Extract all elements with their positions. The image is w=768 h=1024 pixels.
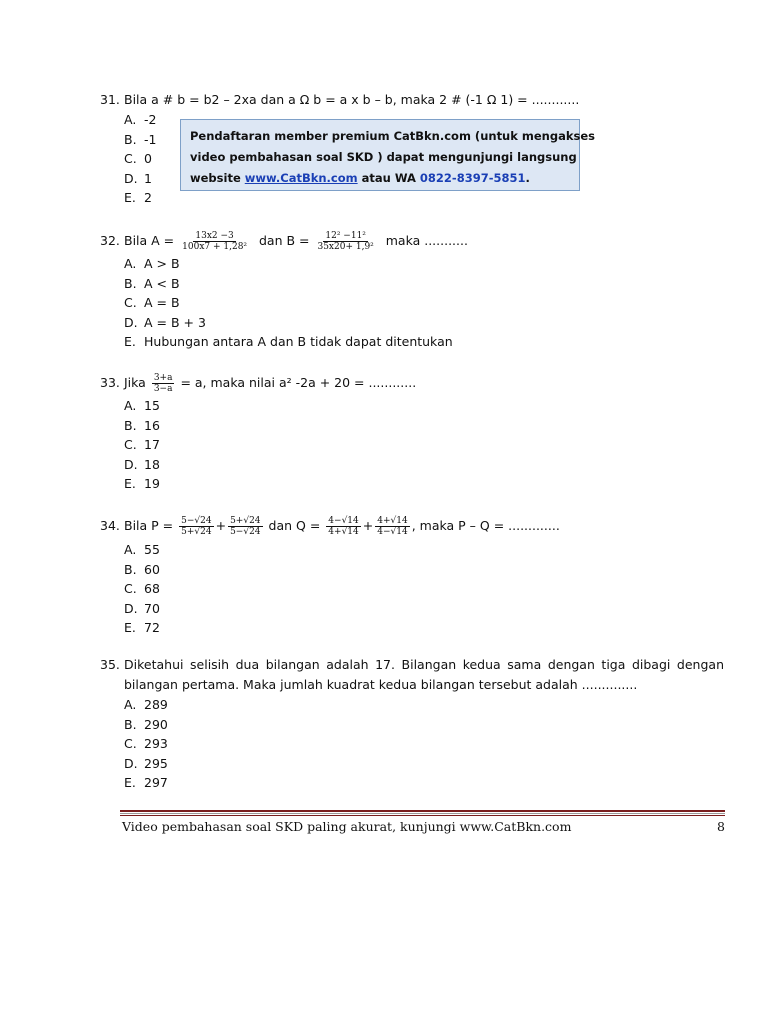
option-label: E. [124, 775, 136, 790]
question-stem [100, 655, 726, 695]
option-e [100, 332, 726, 352]
footer-rule-gray [120, 813, 725, 814]
option-value: 295 [144, 755, 168, 771]
notice-line [190, 126, 595, 147]
notice-line [190, 168, 571, 189]
option-b [100, 274, 726, 294]
option-c [100, 579, 726, 599]
option-label: D. [124, 170, 138, 186]
option-label: B. [124, 417, 137, 433]
text-part: = a, maka nilai a² -2a + 20 = ............ [180, 375, 417, 390]
plus-sign: + [362, 518, 374, 533]
option-label: A. [124, 256, 137, 271]
option-value: 289 [144, 697, 168, 712]
plus-sign: + [215, 518, 227, 533]
footer-rule-dark [120, 815, 725, 816]
question-number: 31. [100, 92, 120, 107]
option-d [100, 455, 726, 475]
option-c [100, 293, 726, 313]
notice-end: . [525, 171, 530, 185]
option-value: A = B [144, 295, 180, 310]
option-a [100, 695, 726, 715]
option-c [100, 734, 726, 754]
text-part: Jika [124, 375, 146, 390]
option-value: 18 [144, 456, 160, 472]
fraction-denominator: 4+√14 [328, 527, 359, 537]
fraction-4 [375, 516, 409, 537]
fraction-numerator: 5−√24 [181, 516, 212, 526]
option-value: 1 [144, 170, 152, 186]
fraction-numerator: 3+a [153, 373, 173, 383]
option-label: C. [124, 295, 137, 310]
option-value: -2 [144, 112, 157, 127]
text-part: dan B = [258, 233, 310, 248]
question-text [124, 370, 416, 396]
catbkn-link[interactable]: www.CatBkn.com [244, 171, 358, 185]
option-label: A. [124, 697, 137, 712]
question-number: 34. [100, 518, 120, 533]
option-label: A. [124, 542, 137, 557]
option-a [100, 254, 726, 274]
option-value: 17 [144, 437, 160, 452]
fraction-b [315, 231, 375, 252]
footer-text: Video pembahasan soal SKD paling akurat, kunjungi www.CatBkn.com [122, 819, 572, 834]
option-e [100, 618, 726, 638]
option-value: -1 [144, 131, 157, 147]
option-d [100, 313, 726, 333]
question-stem [100, 90, 726, 110]
option-e [100, 474, 726, 494]
option-label: A. [124, 112, 137, 127]
fraction-3 [326, 516, 360, 537]
option-label: C. [124, 151, 137, 166]
option-value: Hubungan antara A dan B tidak dapat ditentukan [144, 334, 453, 349]
option-value: 60 [144, 561, 160, 577]
whatsapp-number: 0822-8397-5851 [419, 171, 526, 185]
option-value: 68 [144, 581, 160, 596]
option-value: 2 [144, 190, 152, 205]
option-label: C. [124, 437, 137, 452]
question-number: 35. [100, 657, 120, 672]
option-d [100, 599, 726, 619]
option-label: B. [124, 275, 137, 291]
option-label: C. [124, 736, 137, 751]
notice-line-1: Pendaftaran member premium CatBkn.com (untuk mengakses [190, 129, 595, 143]
question-text [124, 512, 560, 540]
text-part: dan Q = [268, 518, 321, 533]
fraction-numerator: 12² −11² [325, 231, 366, 241]
fraction-a [180, 231, 249, 252]
fraction-denominator: 35x20+ 1,9² [317, 242, 374, 252]
option-value: A > B [144, 256, 180, 271]
fraction-numerator: 4−√14 [328, 516, 359, 526]
fraction [152, 373, 175, 394]
fraction-denominator: 4−√14 [377, 527, 408, 537]
option-label: D. [124, 456, 138, 472]
notice-line [190, 147, 577, 168]
fraction-denominator: 5+√24 [181, 527, 212, 537]
question-32 [100, 228, 726, 352]
option-e [100, 773, 726, 793]
option-label: B. [124, 716, 137, 732]
option-label: D. [124, 755, 138, 771]
fraction-numerator: 5+√24 [230, 516, 261, 526]
option-label: D. [124, 600, 138, 616]
option-value: 55 [144, 542, 160, 557]
option-b [100, 560, 726, 580]
option-a [100, 396, 726, 416]
fraction-numerator: 4+√14 [377, 516, 408, 526]
question-text: Bila a # b = b2 – 2xa dan a Ω b = a x b – b, maka 2 # (-1 Ω 1) = ............ [124, 92, 580, 107]
fraction-denominator: 3−a [153, 384, 173, 394]
question-34 [100, 512, 726, 638]
page-number: 8 [717, 819, 725, 834]
footer-rule-dark [120, 810, 725, 812]
fraction-2 [228, 516, 262, 537]
option-label: B. [124, 131, 137, 147]
notice-mid: atau WA [357, 171, 420, 185]
text-part: Bila P = [124, 518, 174, 533]
question-stem [100, 370, 726, 396]
option-value: 19 [144, 476, 160, 491]
text-part: Bila A = [124, 233, 175, 248]
option-label: D. [124, 314, 138, 330]
question-33 [100, 370, 726, 494]
option-value: 293 [144, 736, 168, 751]
option-label: A. [124, 398, 137, 413]
option-value: 72 [144, 620, 160, 635]
option-b [100, 715, 726, 735]
option-a [100, 540, 726, 560]
notice-line-2: video pembahasan soal SKD ) dapat mengunjungi langsung [190, 150, 577, 164]
option-b [100, 416, 726, 436]
footer [122, 818, 725, 836]
fraction-1 [179, 516, 213, 537]
option-value: 16 [144, 417, 160, 433]
option-value: 15 [144, 398, 160, 413]
question-text [124, 228, 468, 254]
fraction-denominator: 5−√24 [230, 527, 261, 537]
option-value: 297 [144, 775, 168, 790]
fraction-numerator: 13x2 −3 [195, 231, 234, 241]
premium-notice-box [180, 119, 595, 191]
question-number: 33. [100, 375, 120, 390]
option-label: B. [124, 561, 137, 577]
option-label: E. [124, 190, 136, 205]
notice-prefix: website [190, 171, 245, 185]
question-stem [100, 228, 726, 254]
option-d [100, 754, 726, 774]
option-value: 70 [144, 600, 160, 616]
option-value: 290 [144, 716, 168, 732]
option-label: E. [124, 476, 136, 491]
option-value: 0 [144, 151, 152, 166]
question-text: Diketahui selisih dua bilangan adalah 17. Bilangan kedua sama dengan tiga dibagi dengan bilangan pertama. Maka jumlah kuadrat kedua bilangan tersebut adalah .............. [124, 657, 724, 692]
option-value: A = B + 3 [144, 314, 206, 330]
option-label: C. [124, 581, 137, 596]
option-c [100, 435, 726, 455]
option-value: A < B [144, 275, 180, 291]
option-label: E. [124, 620, 136, 635]
text-part: maka ........... [385, 233, 468, 248]
option-label: E. [124, 334, 136, 349]
fraction-denominator: 100x7 + 1,28² [182, 242, 248, 252]
text-part: , maka P – Q = ............. [411, 518, 560, 533]
question-number: 32. [100, 233, 120, 248]
question-stem [100, 512, 726, 540]
question-35 [100, 655, 726, 793]
